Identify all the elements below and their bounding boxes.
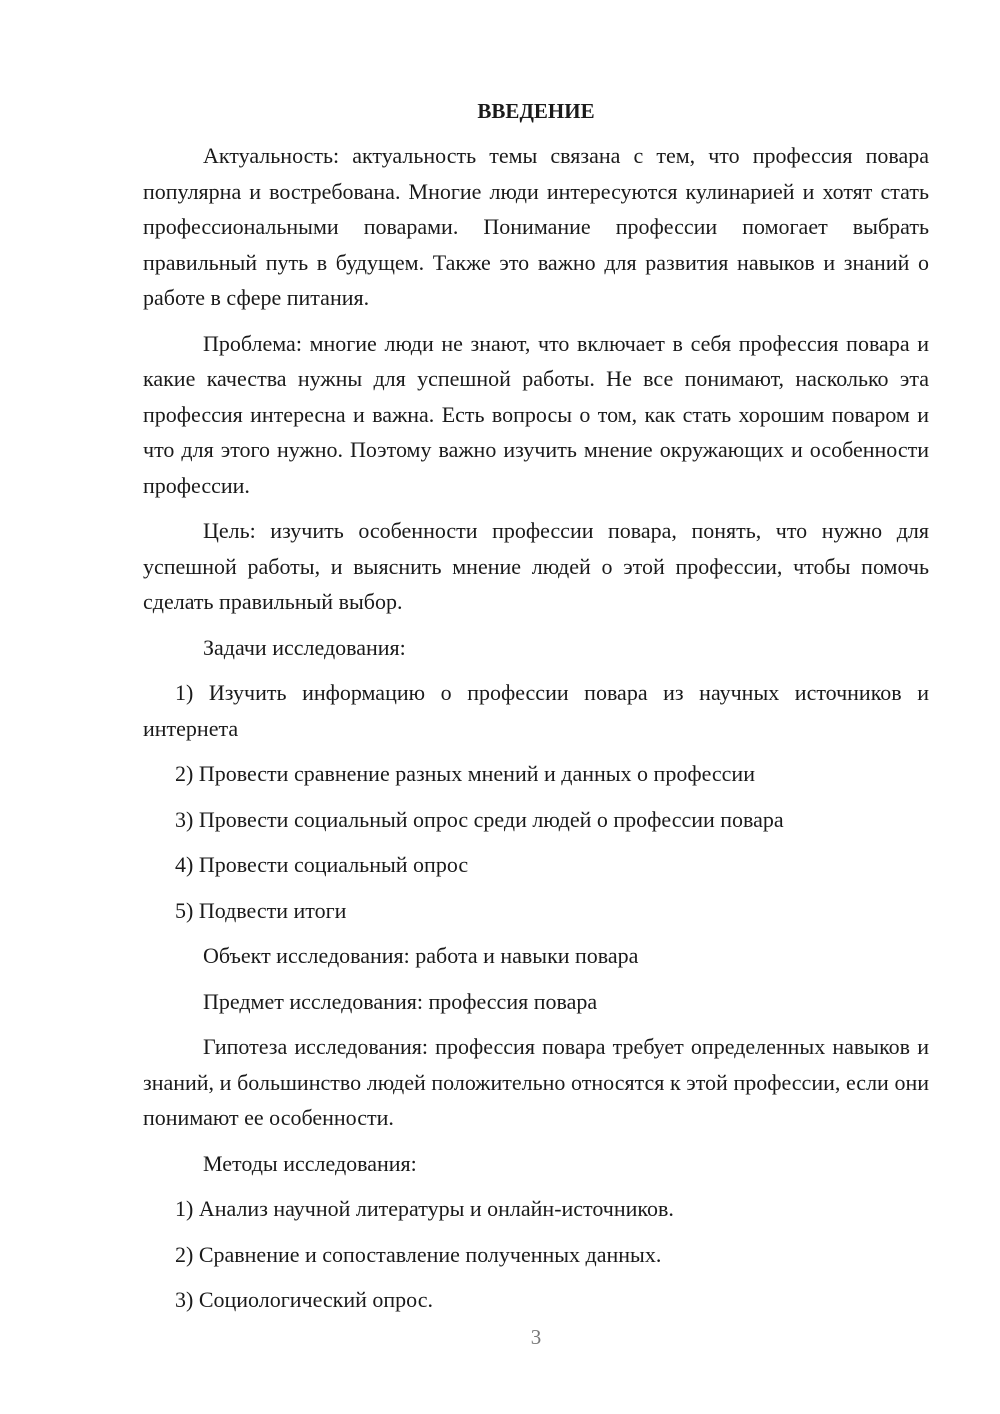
method-item: 2) Сравнение и сопоставление полученных данных. (175, 1241, 662, 1267)
method-item: 3) Социологический опрос. (175, 1287, 433, 1312)
tasks-heading: Задачи исследования: (203, 634, 406, 660)
task-item: 2) Провести сравнение разных мнений и данных о профессии (175, 761, 755, 786)
page-number: 3 (530, 1325, 542, 1349)
goal-paragraph: Цель: изучить особенности профессии повара, понять, что нужно для успешной работы, и выяснить мнение людей о этой профессии, чтобы помочь сделать правильный выбор. (143, 518, 929, 614)
object-line: Объект исследования: работа и навыки повара (203, 943, 639, 968)
methods-heading: Методы исследования: (203, 1150, 417, 1176)
relevance-paragraph: Актуальность: актуальность темы связана с тем, что профессия повара популярна и востребована. Многие люди интересуются кулинарией и хотят стать профессиональными поварами. Понимание профессии помогает выбрать правильный путь в будущем. Также это важно для развития навыков и знаний о работе в сфере питания. (143, 143, 929, 310)
section-title: ВВЕДЕНИЕ (477, 99, 595, 123)
document-page (143, 96, 929, 1328)
task-item: 1) Изучить информацию о профессии повара из научных источников и интернета (143, 680, 929, 741)
method-item: 1) Анализ научной литературы и онлайн-источников. (175, 1196, 674, 1221)
task-item: 5) Подвести итоги (175, 897, 347, 923)
problem-paragraph: Проблема: многие люди не знают, что включает в себя профессия повара и какие качества нужны для успешной работы. Не все понимают, насколько эта профессия интересна и важна. Есть вопросы о том, как стать хорошим поваром и что для этого нужно. Поэтому важно изучить мнение окружающих и особенности профессии. (143, 330, 929, 498)
subject-line: Предмет исследования: профессия повара (203, 988, 598, 1014)
hypothesis-paragraph: Гипотеза исследования: профессия повара требует определенных навыков и знаний, и большинство людей положительно относятся к этой профессии, если они понимают ее особенности. (143, 1034, 929, 1130)
task-item: 3) Провести социальный опрос среди людей о профессии повара (175, 806, 784, 832)
task-item: 4) Провести социальный опрос (175, 852, 469, 877)
